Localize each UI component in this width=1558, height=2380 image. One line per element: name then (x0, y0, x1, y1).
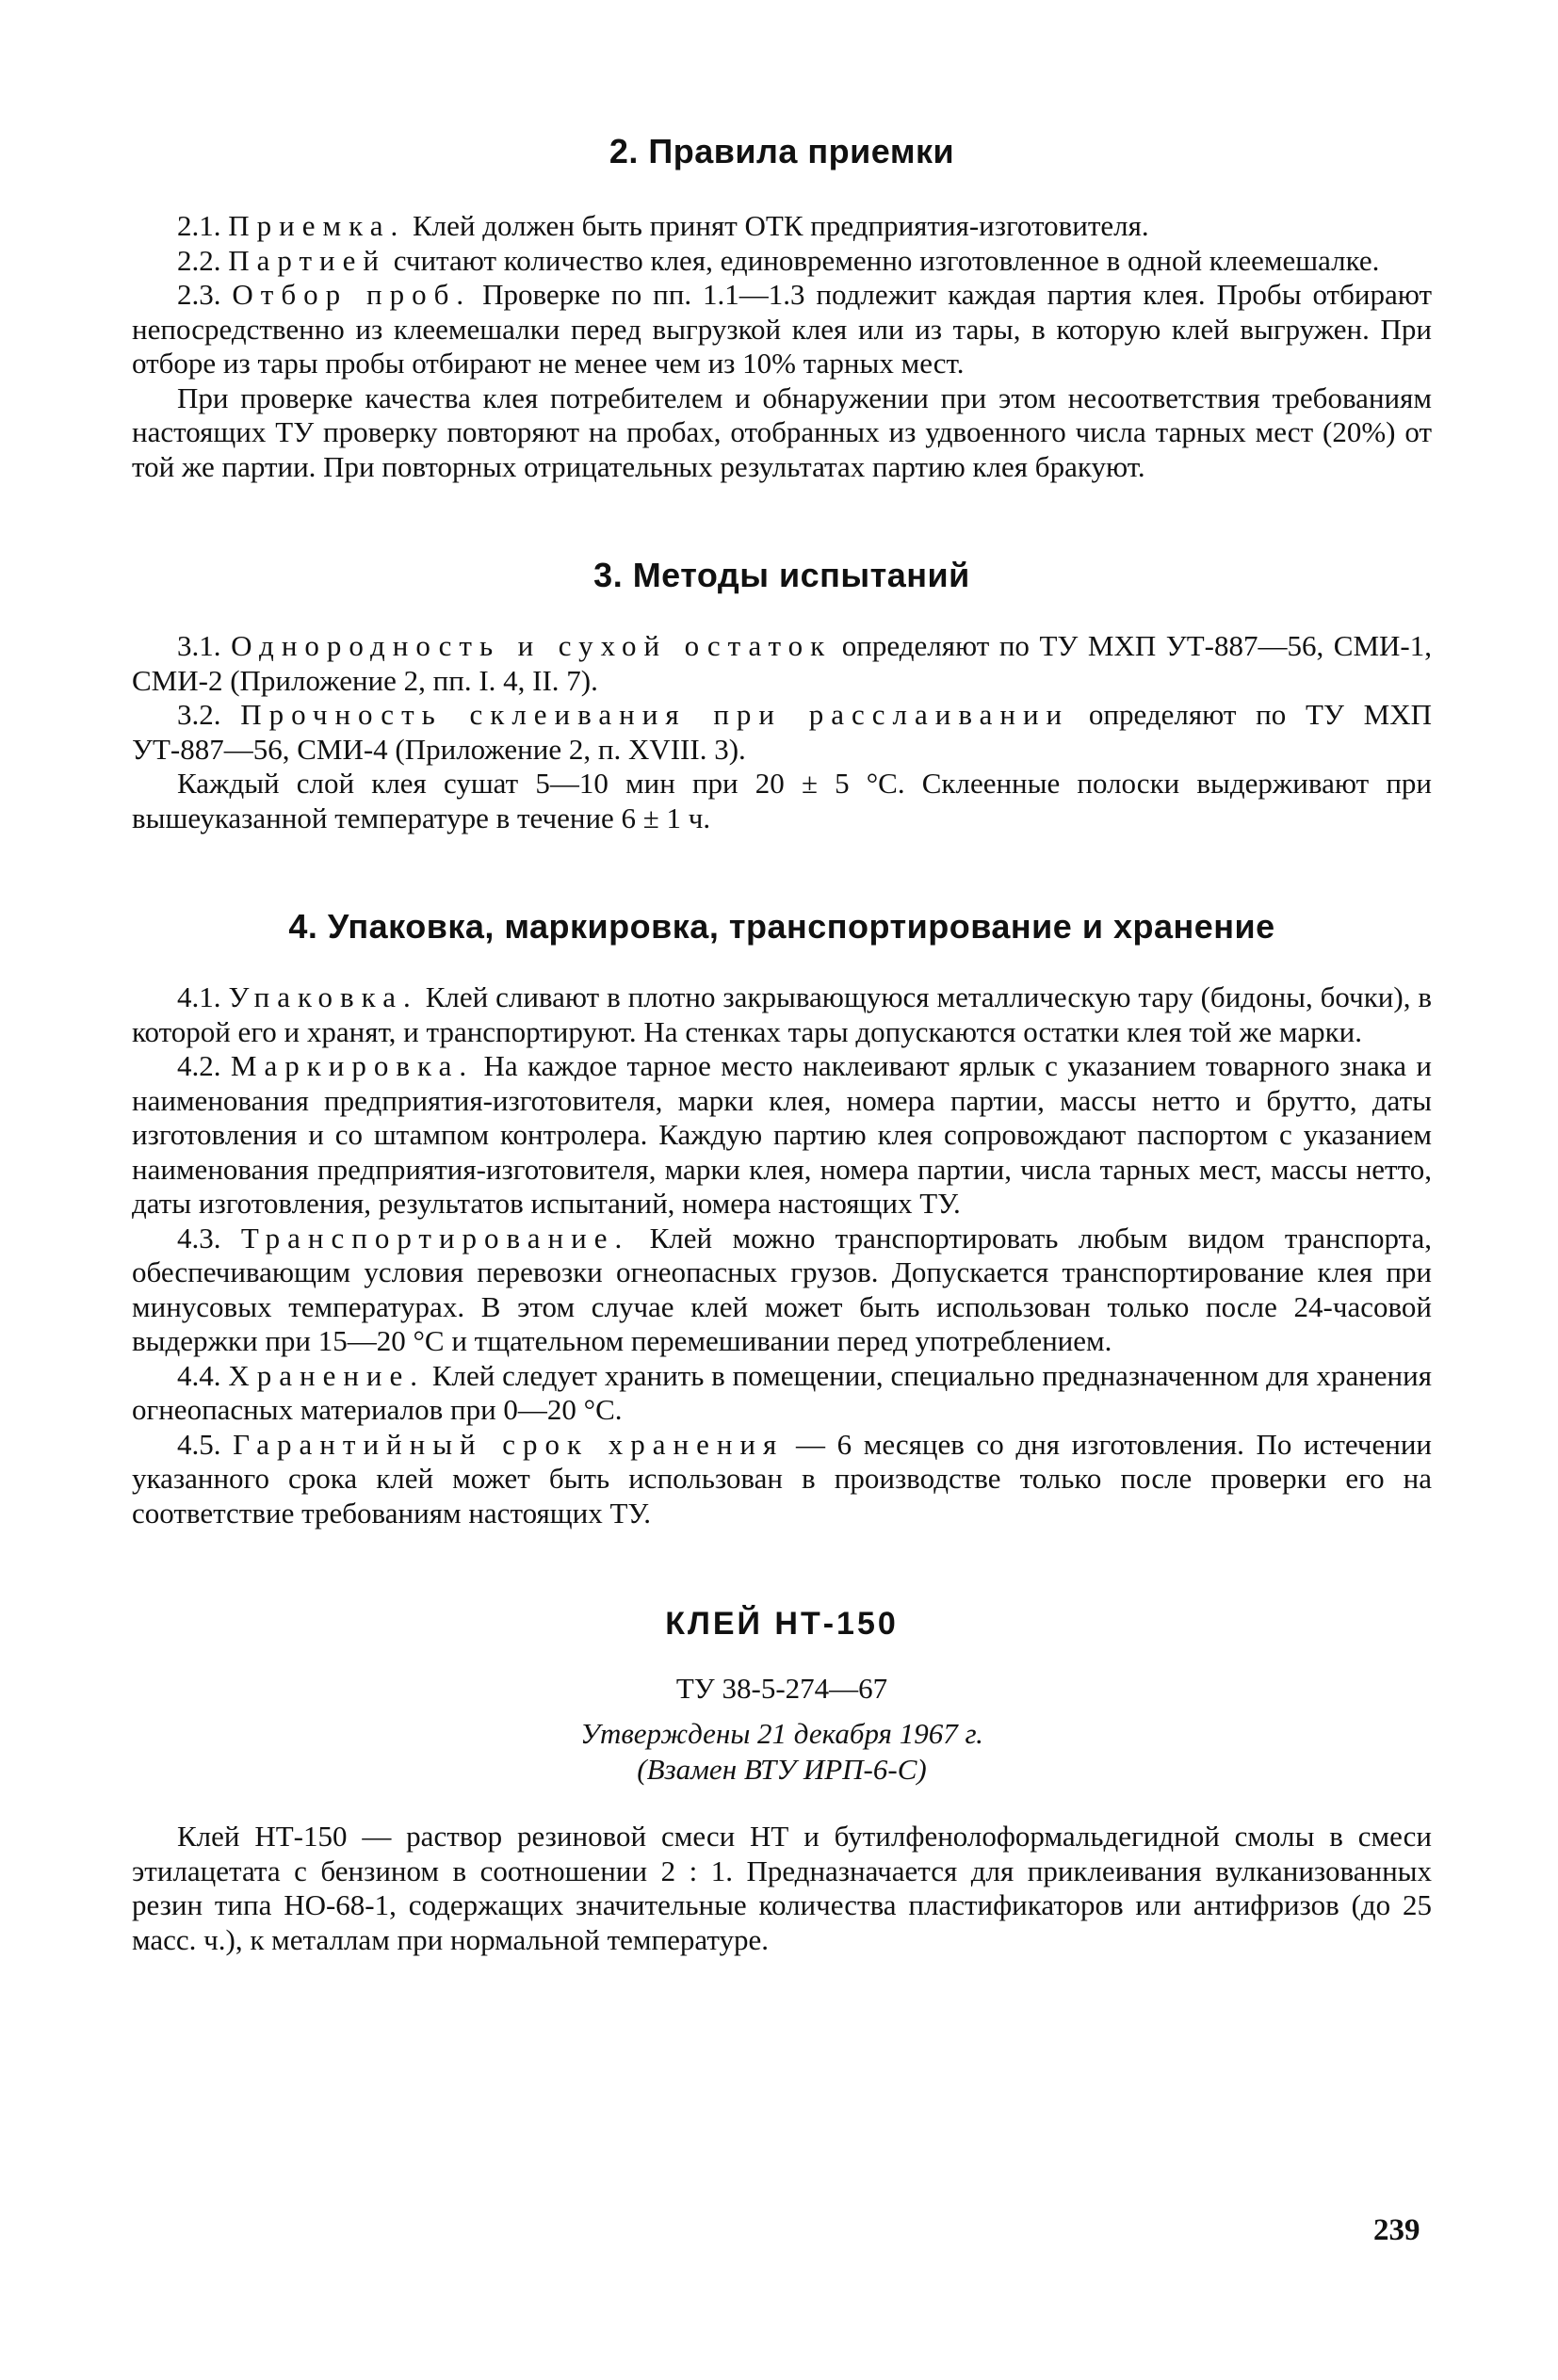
spaced-term: Упаковка. (228, 980, 418, 1013)
glue-nt150-block (132, 1606, 1432, 1957)
paragraph-number: 2.1. (177, 209, 221, 242)
paragraph-4-3 (132, 1222, 1432, 1359)
paragraph-2-1 (132, 209, 1432, 244)
document-page (132, 132, 1432, 1957)
glue-description: Клей НТ-150 — раствор резиновой смеси НТ и бутилфенолоформальдегидной смолы в смеси этилацетата с бензином в соотношении 2 : 1. Предназначается для приклеивания вулканизованных резин типа НО-68-1, содержащих значительные количества пластификаторов или антифризов (до 25 масс. ч.), к металлам при нормальной температуре. (132, 1820, 1432, 1956)
paragraph-4-2 (132, 1049, 1432, 1222)
spaced-term: Транспортирование. (240, 1221, 630, 1255)
paragraph-number: 4.3. (177, 1221, 221, 1255)
spaced-term: Хранение. (228, 1358, 426, 1392)
paragraph-4-1 (132, 980, 1432, 1049)
paragraph-2-4: При проверке качества клея потребителем и обнаружении при этом несоответствия требованиям настоящих ТУ проверку повторяют на пробах, отобранных из удвоенного числа тарных мест (20%) от той же партии. При повторных отрицательных результатах партию клея бракуют. (132, 380, 1432, 483)
paragraph-text: считают количество клея, единовременно изготовленное в одной клеемешалке. (393, 243, 1380, 277)
paragraph-text: Проверке по пп. 1.1—1.3 подлежит каждая партия клея. Пробы отбирают непосредственно из клеемешалки перед выгрузкой клея или из тары, в которую клей выгружен. При отборе из тары пробы отбирают не менее чем из 10% тарных мест. (132, 278, 1433, 380)
paragraph-number: 4.4. (177, 1358, 221, 1392)
paragraph-3-1 (132, 629, 1432, 698)
paragraph-text: Клей можно транспортировать любым видом транспорта, обеспечивающим условия перевозки огнеопасных грузов. Допускается транспортирование клея при минусовых температурах. В этом случае клей может быть использован только после 24-часовой выдержки при 15—20 °С и тщательном перемешивании перед употреблением. (132, 1221, 1433, 1357)
paragraph-number: 4.2. (177, 1049, 221, 1082)
paragraph-4-5 (132, 1428, 1432, 1531)
spaced-term: Однородность и сухой остаток (231, 629, 833, 662)
paragraph-number: 2.2. (177, 243, 221, 277)
paragraph-4-4 (132, 1359, 1432, 1428)
paragraph-number: 4.5. (177, 1427, 221, 1461)
paragraph-text: Клей сливают в плотно закрывающуюся металлическую тару (бидоны, бочки), в которой его и хранят, и транспортируют. На стенках тары допускаются остатки клея той же марки. (132, 980, 1433, 1048)
paragraph-2-2 (132, 244, 1432, 279)
paragraph-text: — 6 месяцев со дня изготовления. По истечении указанного срока клей может быть использован в производстве только после проверки его на соответствие требованиям настоящих ТУ. (132, 1427, 1432, 1530)
spaced-term: Гарантийный срок хранения (233, 1427, 785, 1461)
paragraph-text: Клей должен быть принят ОТК предприятия-изготовителя. (412, 209, 1149, 242)
section-4-heading: 4. Упаковка, маркировка, транспортирование и хранение (288, 907, 1275, 946)
paragraph-text: определяют по ТУ МХП УТ-887—56, СМИ-4 (Приложение 2, п. XVIII. 3). (132, 698, 1433, 766)
paragraph-3-3: Каждый слой клея сушат 5—10 мин при 20 ± 5 °С. Склеенные полоски выдерживают при вышеуказанной температуре в течение 6 ± 1 ч. (132, 767, 1432, 834)
spaced-term: Маркировка. (230, 1049, 475, 1082)
spaced-term: Приемка. (228, 209, 406, 242)
spaced-term: Прочность склеивания при расслаивании (240, 698, 1070, 731)
section-3 (132, 556, 1432, 835)
paragraph-2-3 (132, 278, 1432, 381)
section-2-heading: 2. Правила приемки (609, 132, 955, 170)
page-number: 239 (1373, 2213, 1420, 2247)
paragraph-3-2 (132, 698, 1432, 767)
glue-title: КЛЕЙ НТ-150 (665, 1606, 899, 1642)
glue-replaces: (Взамен ВТУ ИРП-6-С) (637, 1753, 927, 1786)
glue-approved: Утверждены 21 декабря 1967 г. (580, 1717, 983, 1750)
paragraph-number: 3.2. (177, 698, 221, 731)
glue-tu: ТУ 38-5-274—67 (675, 1672, 888, 1705)
spaced-term: Отбор проб. (232, 278, 472, 311)
paragraph-number: 4.1. (177, 980, 221, 1013)
section-3-heading: 3. Методы испытаний (593, 556, 970, 594)
paragraph-number: 3.1. (177, 629, 221, 662)
section-2 (132, 132, 1432, 484)
paragraph-number: 2.3. (177, 278, 221, 311)
section-4 (132, 907, 1432, 1530)
paragraph-text: Клей следует хранить в помещении, специально предназначенном для хранения огнеопасных материалов при 0—20 °С. (132, 1358, 1433, 1426)
spaced-term: Партией (228, 243, 386, 277)
paragraph-text: определяют по ТУ МХП УТ-887—56, СМИ-1, СМИ-2 (Приложение 2, пп. I. 4, II. 7). (132, 629, 1433, 697)
paragraph-text: На каждое тарное место наклеивают ярлык с указанием товарного знака и наименования предприятия-изготовителя, марки клея, номера партии, массы нетто и брутто, даты изготовления и со штампом контролера. Каждую партию клея сопровождают паспортом с указанием наименования предприятия-изготовителя, марки клея, номера партии, числа тарных мест, массы нетто, даты изготовления, результатов испытаний, номера настоящих ТУ. (132, 1049, 1433, 1220)
